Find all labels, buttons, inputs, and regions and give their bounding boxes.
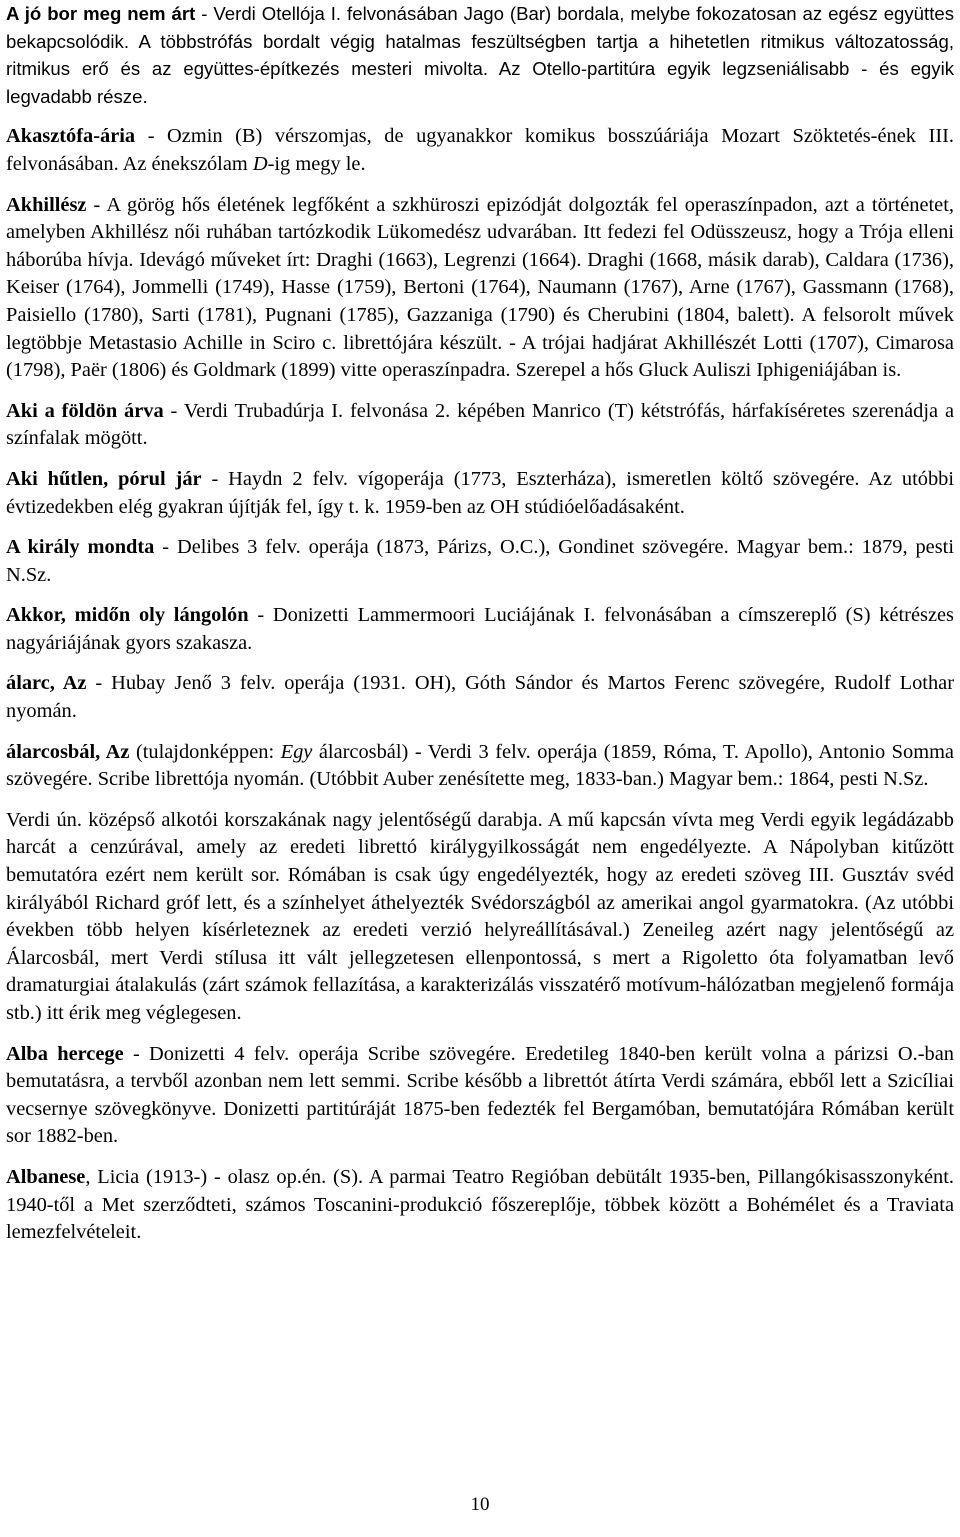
entry-text: - Donizetti 4 felv. operája Scribe szövegére. Eredetileg 1840-ben került volna a párizsi O.-ban bemutatásra, a tervből azonban nem lett semmi. Scribe később a librettót átírta Verdi számára, ebből lett a Szicíliai vecsernye szövegkönyve. Donizetti partitúráját 1875-ben fedezték fel Bergamóban, bemutatójára Rómában került sor 1882-ben. xyxy=(6,1042,954,1148)
entry-headword: Alba hercege xyxy=(6,1042,124,1065)
entry-text: , Licia (1913-) - olasz op.én. (S). A parmai Teatro Regióban debütált 1935-ben, Pillangókisasszonyként. 1940-től a Met szerződteti, számos Toscanini-produkció főszereplője, többek között a Bohémélet és a Traviata lemezfelvételeit. xyxy=(6,1165,954,1244)
entry-headword: Albanese xyxy=(6,1165,86,1188)
entry-alba-hercege xyxy=(6,1041,954,1151)
entry-headword: A jó bor meg nem árt xyxy=(6,3,196,24)
entry-text: - A görög hős életének legfőként a szkhüroszi epizódját dolgozták fel operaszínpadon, azt a történetet, amelyben Akhillész női ruhában tartózkodik Lükomedész udvarában. Itt fedezi fel Odüsszeusz, hogy a Trója elleni háborúba hívja. Idevágó műveket írt: Draghi (1663), Legrenzi (1664). Draghi (1668, másik darab), Caldara (1736), Keiser (1764), Jommelli (1749), Hasse (1759), Bertoni (1764), Naumann (1767), Arne (1767), Gassmann (1768), Paisiello (1780), Sarti (1781), Pugnani (1785), Gazzaniga (1790) és Cherubini (1804, balett). A felsorolt művek legtöbbje Metastasio Achille in Sciro c. librettójára készült. - A trójai hadjárat Akhillészét Lotti (1707), Cimarosa (1798), Paër (1806) és Goldmark (1899) vitte operaszínpadra. Szerepel a hős Gluck Auliszi Iphigeniájában is. xyxy=(6,193,954,382)
entry-text: -ig megy le. xyxy=(267,152,366,175)
entry-text: álarcosbál) - Verdi 3 felv. operája (1859, Róma, T. Apollo), Antonio Somma szövegére. Scribe librettója nyomán. (Utóbbit Auber zenésítette meg, 1833-ban.) Magyar bem.: 1864, pesti N.Sz. xyxy=(6,740,954,791)
entry-alarcosbal-continuation xyxy=(6,807,954,1028)
dictionary-page xyxy=(6,0,954,1260)
entry-akhillesz xyxy=(6,192,954,385)
entry-text: - Verdi Otellója I. felvonásában Jago (Bar) bordala, melybe fokozatosan az egész együttes bekapcsolódik. A többstrófás bordalt végig hatalmas feszültségben tartja a hihetetlen ritmikus változatosság, ritmikus erő és az együttes-építkezés mesteri mivolta. Az Otello-partitúra egyik legzseniálisabb - és egyik legvadabb része. xyxy=(6,3,954,107)
entry-italic-text: Egy xyxy=(280,740,313,763)
entry-headword: Aki a földön árva xyxy=(6,399,164,422)
entry-alarcosbal-az xyxy=(6,739,954,794)
entry-headword: álarcosbál, Az xyxy=(6,740,130,763)
entry-italic-text: D xyxy=(252,152,268,175)
entry-headword: A király mondta xyxy=(6,536,155,559)
entry-headword: Akhillész xyxy=(6,193,87,216)
entry-text: Verdi ún. középső alkotói korszakának nagy jelentőségű darabja. A mű kapcsán vívta meg Verdi egyik legádázabb harcát a cenzúrával, amely az eredeti librettó királygyilkosságát nem engedélyezte. A Nápolyban kitűzött bemutatóra ezért nem került sor. Rómában is csak úgy engedélyezték, hogy az eredeti szöveg III. Gusztáv svéd királyából Richard gróf lett, és a színhelyet áthelyezték Svédországból az amerikai angol gyarmatokra. (Az utóbbi években több helyen kísérleteznek az eredeti verzió helyreállításával.) Zeneileg azért nagy jelentőségű az Álarcosbál, mert Verdi stílusa itt vált jellegzetesen ellenpontossá, s mert a Rigoletto óta folyamatban levő dramaturgiai átalakulás (zárt számok fellazítása, a karakterizálás visszatérő motívum-hálózatban megjelenő formája stb.) itt érik meg véglegesen. xyxy=(6,808,954,1024)
entry-text: - Ozmin (B) vérszomjas, de ugyanakkor komikus bosszúáriája Mozart Szöktetés-ének III. felvonásában. Az énekszólam xyxy=(6,125,954,175)
entry-headword: Akasztófa-ária xyxy=(6,125,136,148)
entry-albanese xyxy=(6,1164,954,1247)
entry-headword: álarc, Az xyxy=(6,672,87,695)
entry-text: - Donizetti Lammermoori Luciájának I. felvonásában a címszereplő (S) kétrészes nagyáriájának gyors szakasza. xyxy=(6,604,954,654)
page-number: 10 xyxy=(470,1494,490,1515)
entry-akkor-midon xyxy=(6,602,954,657)
entry-text: - Verdi Trubadúrja I. felvonása 2. képében Manrico (T) kétstrófás, hárfakíséretes szerenádja a színfalak mögött. xyxy=(6,399,954,450)
entry-headword: Akkor, midőn oly lángolón xyxy=(6,604,249,627)
entry-text: - Haydn 2 felv. vígoperája (1773, Eszterháza), ismeretlen költő szövegére. Az utóbbi évtizedekben elég gyakran újítják fel, így t. k. 1959-ben az OH stúdióelőadásaként. xyxy=(6,467,954,518)
entry-a-kiraly-mondta xyxy=(6,534,954,589)
entry-text: - Delibes 3 felv. operája (1873, Párizs, O.C.), Gondinet szövegére. Magyar bem.: 1879, pesti N.Sz. xyxy=(6,536,954,586)
entry-akasztofa-aria xyxy=(6,123,954,178)
entry-text: - Hubay Jenő 3 felv. operája (1931. OH), Góth Sándor és Martos Ferenc szövegére, Rudolf Lothar nyomán. xyxy=(6,672,954,723)
entry-aki-hutlen xyxy=(6,466,954,521)
entry-text: (tulajdonképpen: xyxy=(129,740,281,763)
entry-alarc-az xyxy=(6,670,954,725)
entry-headword: Aki hűtlen, pórul jár xyxy=(6,467,202,490)
entry-a-jo-bor xyxy=(6,0,954,110)
entry-aki-a-foldon-arva xyxy=(6,398,954,453)
